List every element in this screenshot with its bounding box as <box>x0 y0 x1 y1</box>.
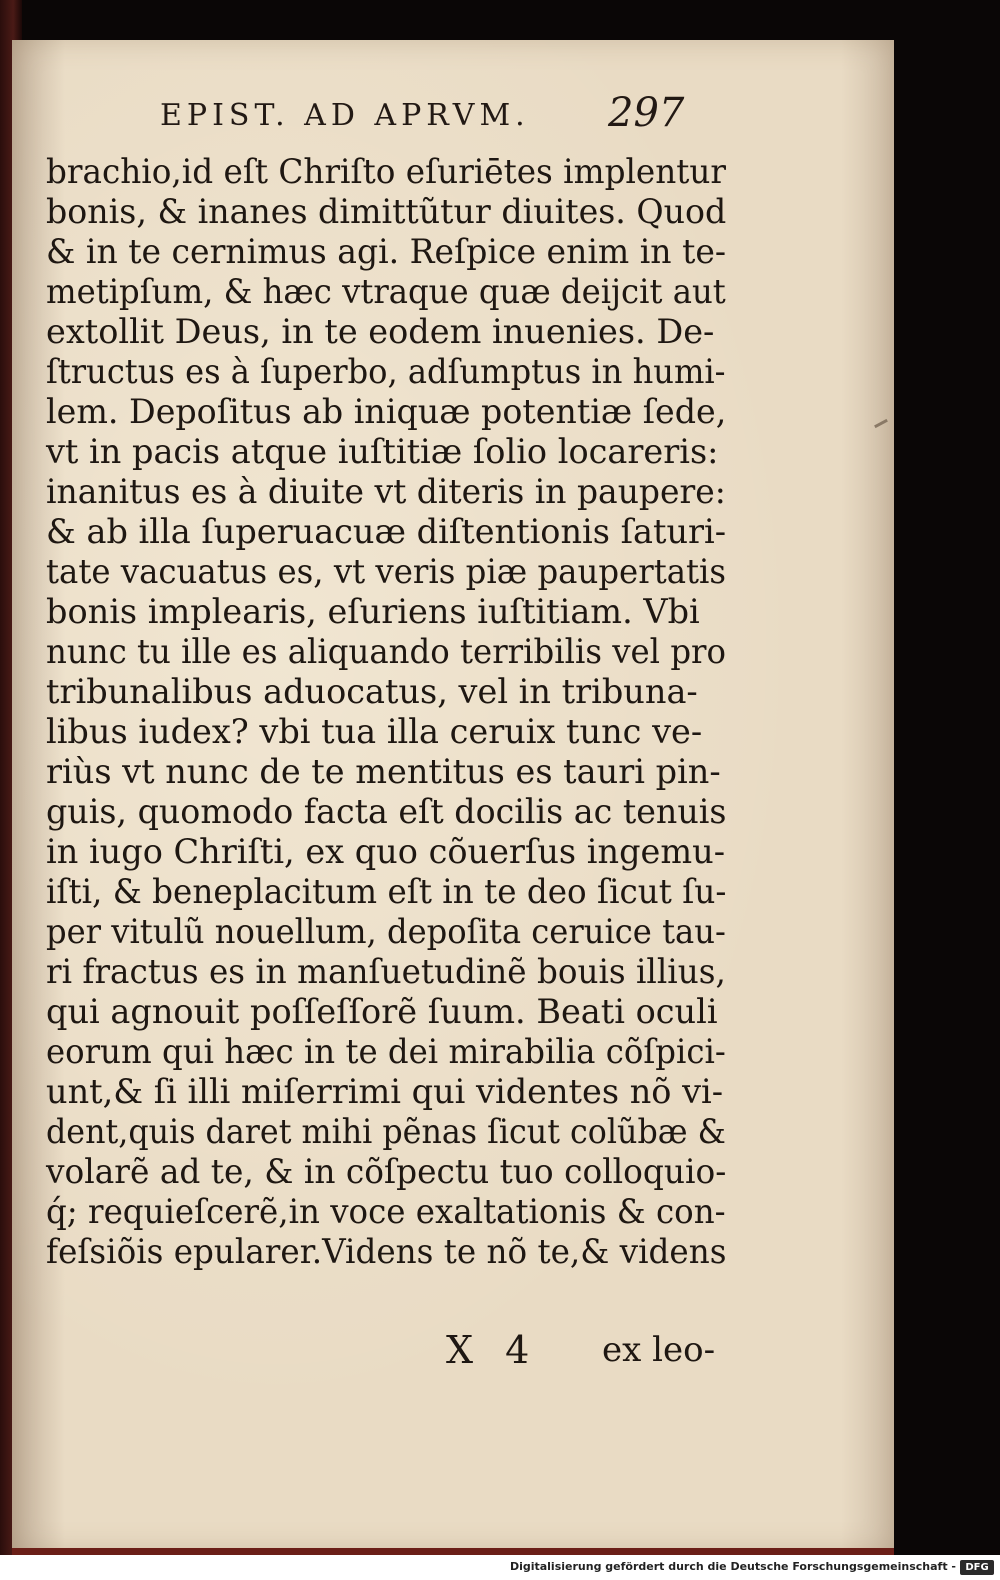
book-page <box>12 40 894 1552</box>
text-line: metipſum, & hæc vtraque quæ deijcit aut <box>46 272 726 312</box>
text-line: q́; requieſcerẽ,in voce exaltationis & con- <box>46 1192 726 1232</box>
text-line: qui agnouit poſſeſſorẽ ſuum. Beati oculi <box>46 992 718 1032</box>
text-line: tribunalibus aduocatus, vel in tribuna- <box>46 672 698 712</box>
signature-mark: X 4 <box>446 1328 540 1372</box>
text-line: vt in pacis atque iuſtitiæ ſolio locareris: <box>46 432 719 472</box>
text-line: & ab illa ſuperuacuæ diſtentionis ſaturi- <box>46 512 727 552</box>
credit-bar <box>0 1555 1000 1580</box>
text-line: riùs vt nunc de te mentitus es tauri pin- <box>46 752 721 792</box>
text-line: unt,& ſi illi miſerrimi qui videntes nõ vi- <box>46 1072 724 1112</box>
text-line: iſti, & beneplacitum eſt in te deo ſicut ſu- <box>46 872 727 912</box>
body-text <box>46 152 736 1272</box>
text-line: & in te cernimus agi. Reſpice enim in te- <box>46 232 727 272</box>
page-header <box>12 88 894 148</box>
text-line: inanitus es à diuite vt diteris in paupere: <box>46 472 726 512</box>
page-edge <box>12 1548 894 1555</box>
text-line: bonis implearis, eſuriens iuſtitiam. Vbi <box>46 592 700 632</box>
text-line: extollit Deus, in te eodem inuenies. De- <box>46 312 715 352</box>
text-line: eorum qui hæc in te dei mirabilia cõſpici- <box>46 1032 726 1072</box>
text-line: dent,quis daret mihi pẽnas ſicut colũbæ & <box>46 1112 726 1152</box>
text-line: ſtructus es à ſuperbo, adſumptus in humi- <box>46 352 726 392</box>
text-line: tate vacuatus es, vt veris piæ paupertatis <box>46 552 726 592</box>
text-line: feſsiõis epularer.Videns te nõ te,& videns <box>46 1232 727 1272</box>
dfg-logo: DFG <box>960 1560 994 1575</box>
running-head: EPIST. AD APRVM. <box>160 98 530 133</box>
page-footer <box>12 1328 894 1378</box>
catchword: ex leo- <box>602 1330 716 1370</box>
text-line: nunc tu ille es aliquando terribilis vel pro <box>46 632 727 672</box>
page-number: 297 <box>608 90 685 136</box>
text-line: ri fractus es in manſuetudinẽ bouis illius, <box>46 952 726 992</box>
text-line: bonis, & inanes dimittũtur diuites. Quod <box>46 192 727 232</box>
funding-credit: Digitalisierung gefördert durch die Deutsche Forschungsgemeinschaft - <box>509 1560 956 1573</box>
text-line: volarẽ ad te, & in cõſpectu tuo colloquio- <box>46 1152 727 1192</box>
text-line: guis, quomodo facta eſt docilis ac tenuis <box>46 792 727 832</box>
text-line: brachio,id eſt Chriſto eſuriētes implentur <box>46 152 727 192</box>
pencil-mark <box>874 419 888 428</box>
text-line: per vitulũ nouellum, depoſita ceruice tau- <box>46 912 726 952</box>
text-line: in iugo Chriſti, ex quo cõuerſus ingemu- <box>46 832 726 872</box>
text-line: libus iudex? vbi tua illa ceruix tunc ve- <box>46 712 703 752</box>
text-line: lem. Depoſitus ab iniquæ potentiæ ſede, <box>46 392 727 432</box>
